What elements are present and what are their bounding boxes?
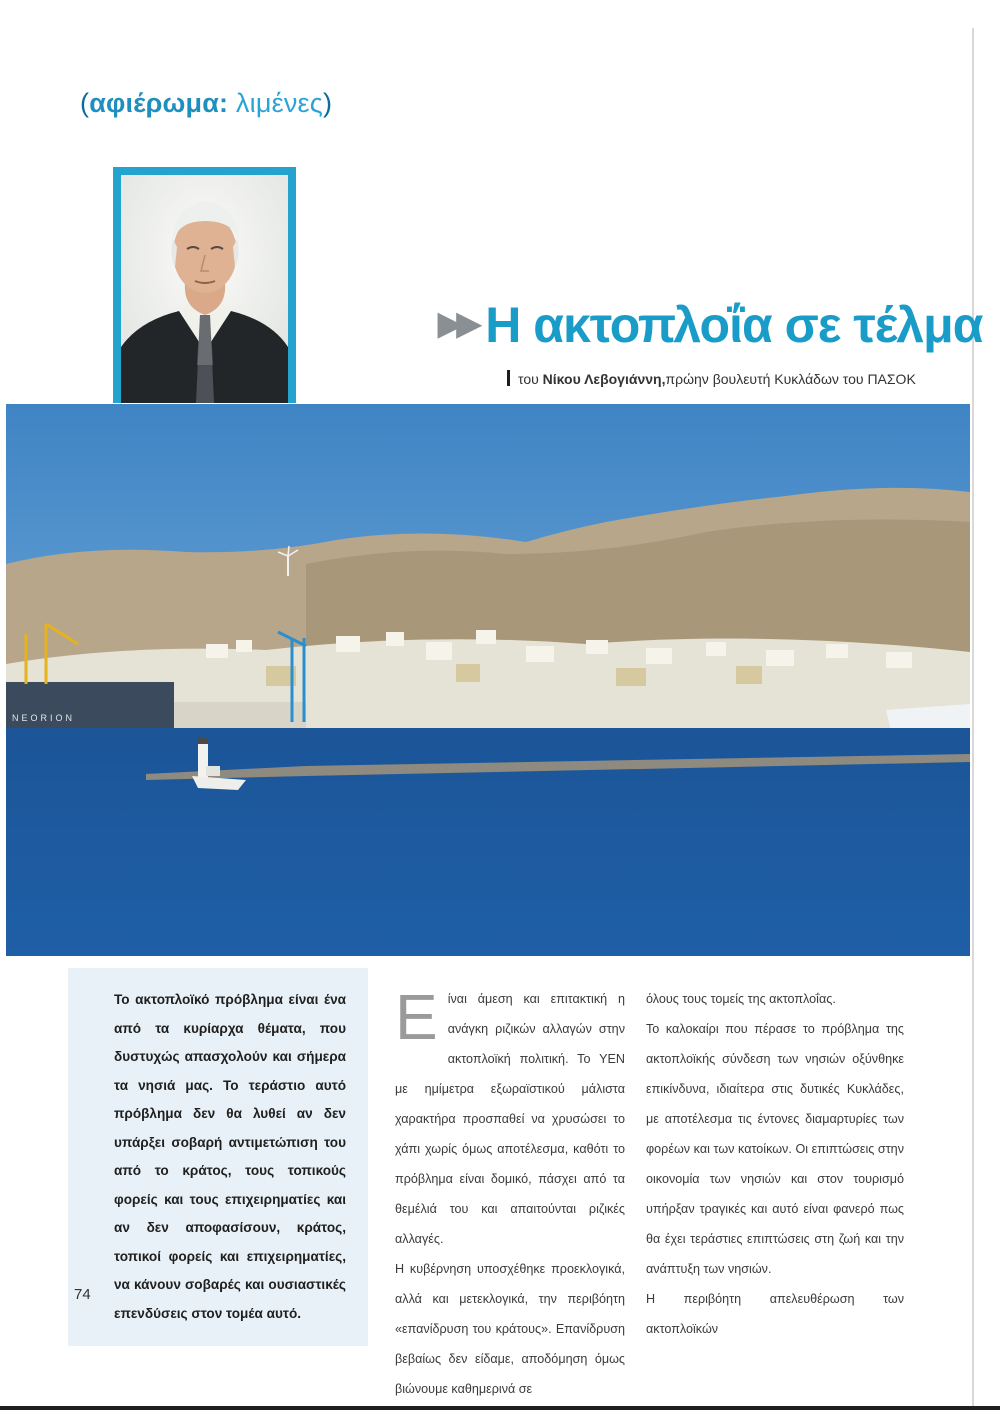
byline-bar-icon [507,370,510,386]
section-paren-close: ) [322,88,333,118]
harbor-photo [6,404,970,956]
article-column-1 [395,981,625,1404]
author-portrait-frame [113,167,296,403]
section-paren-open: ( [80,88,90,118]
body-paragraph: Το καλοκαίρι που πέρασε το πρόβλημα της ακτοπλοϊκής σύνδεση των νησιών οξύνθηκε επικίνδυνα, ιδιαίτερα στις δυτικές Κυκλάδες, με αποτέλεσμα τις έντονες διαμαρτυρίες των φορέων και των κατοίκων. Οι επιπτώσεις στην οικονομία των νησιών και στον τουρισμό υπήρξαν τραγικές και αυτό είναι φανερό πως θα έχει τεράστιες επιπτώσεις στη ζωή και την ανάπτυξη των νησιών. [646,1022,904,1276]
section-topic: λιμένες [235,88,323,118]
drop-cap: Ε [395,981,438,1053]
lead-paragraph: Το ακτοπλοϊκό πρόβλημα είναι ένα από τα κυρίαρχα θέματα, που δυστυχώς απασχολούν και σήμερα τα νησιά μας. Το τεράστιο αυτό πρόβλημα δεν θα λυθεί αν δεν υπάρξει σοβαρή αντιμετώπιση του από το κράτος, τους τοπικούς φορείς και τους επιχειρηματίες και αν δεν αποφασίσουν, κράτος, τοπικοί φορείς και επιχειρηματίες, να κάνουν σοβαρές και ουσιαστικές επενδύσεις στον τομέα αυτό. [114,992,346,1321]
article-title [438,296,982,354]
body-paragraph: Η περιβόητη απελευθέρωση των ακτοπλοϊκών [646,1292,904,1336]
body-paragraph: ίναι άμεση και επιτακτική η ανάγκη ριζικών αλλαγών στην ακτοπλοϊκή πολιτική. Το ΥΕΝ με ημίμετρα εξωραϊστικού μάλιστα χαρακτήρα προσπαθεί να χρυσώσει το χάπι χωρίς όμως αποτέλεσμα, καθότι το πρόβλημα είναι δομικό, πάσχει από τα θεμέλιά του και απαιτούνται ριζικές αλλαγές. [395,992,625,1246]
double-chevron-icon: ▶▶ [438,305,476,341]
hull-lettering: NEORION [12,713,76,723]
byline-role: πρώην βουλευτή Κυκλάδων του ΠΑΣΟΚ [665,371,916,387]
body-paragraph: Η κυβέρνηση υποσχέθηκε προεκλογικά, αλλά και μετεκλογικά, την περιβόητη «επανίδρυση του κράτους». Επανίδρυση βεβαίως δεν είδαμε, αποδόμηση όμως βιώνουμε καθημερινά σε [395,1262,625,1396]
author-portrait [121,175,288,403]
page-edge [972,28,974,1408]
byline [507,370,916,387]
page-bottom-rule [0,1406,1000,1410]
article-title-text: Η ακτοπλοΐα σε τέλμα [485,297,983,353]
byline-prefix: του [518,371,539,387]
byline-author: Νίκου Λεβογιάννη, [542,371,666,387]
section-label [80,88,332,119]
body-paragraph: όλους τους τομείς της ακτοπλοΐας. [646,992,836,1006]
section-label-text: αφιέρωμα: [89,88,229,118]
article-column-2 [646,984,904,1344]
page-number: 74 [74,1286,91,1303]
